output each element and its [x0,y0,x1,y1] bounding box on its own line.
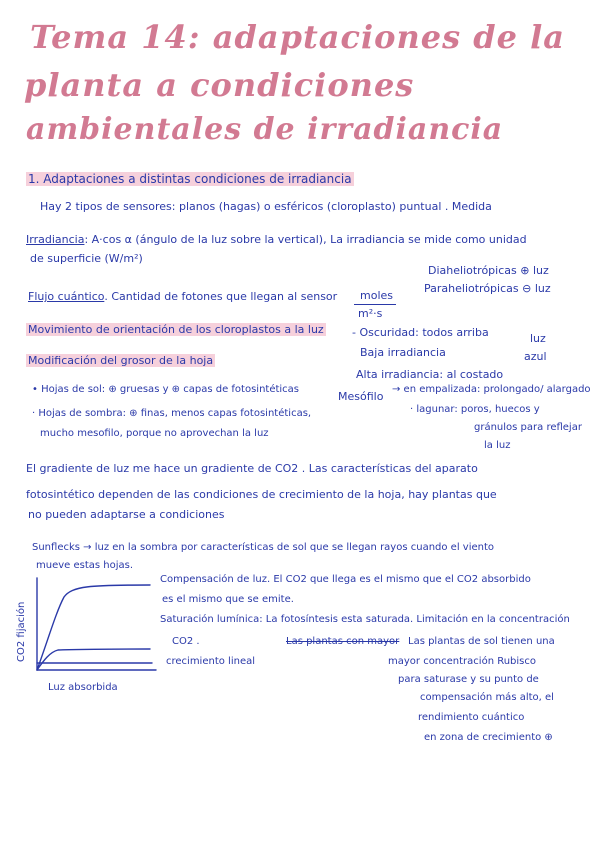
plantas-sol: Las plantas de sol tienen una [408,636,555,647]
paraheliotropicas: Paraheliotrópicas ⊖ luz [424,282,551,295]
mayor-5: en zona de crecimiento ⊕ [424,732,553,743]
irradiancia-term: Irradiancia [26,233,85,246]
flujo-unit-num: moles [360,289,393,302]
lagunar: · lagunar: poros, huecos y [410,404,540,415]
gradiente-1: El gradiente de luz me hace un gradiente de CO2 . Las características del aparato [26,462,478,475]
tachado: Las plantas con mayor [286,636,400,647]
sensors-line: Hay 2 tipos de sensores: planos (hagas) o esféricos (cloroplasto) puntual . Medida [40,200,492,213]
lagunar-2: gránulos para reflejar [474,422,582,433]
title-line-2: planta a condiciones [24,66,415,104]
gradiente-3: no pueden adaptarse a condiciones [28,508,225,521]
title-line-1: Tema 14: adaptaciones de la [30,18,565,56]
sunflecks-1: Sunflecks → luz en la sombra por características de sol que se llegan rayos cuando el viento [32,542,495,553]
mayor-2: para saturase y su punto de [398,674,539,685]
mesofilo: Mesófilo [338,390,384,403]
luz-label: luz [530,332,546,345]
sun-plant-curve [37,585,150,670]
graph-y-label: CO2 fijación [16,601,27,662]
saturacion-1: Saturación lumínica: La fotosíntesis esta saturada. Limitación en la concentración [160,614,570,625]
irradiancia-def: : A·cos α (ángulo de la luz sobre la vertical), La irradiancia se mide como unidad [84,233,527,246]
section-heading-text: 1. Adaptaciones a distintas condiciones de irradiancia [28,172,352,186]
mayor-4: rendimiento cuántico [418,712,525,723]
title-line-3: ambientales de irradiancia [26,112,504,147]
shade-plant-curve [37,649,150,670]
mucho-mesofilo: mucho mesofilo, porque no aprovechan la luz [40,428,269,439]
alta-irradiancia: Alta irradiancia: al costado [356,368,504,381]
compensacion-1: Compensación de luz. El CO2 que llega es el mismo que el CO2 absorbido [160,574,531,585]
flujo-term: Flujo cuántico [28,290,105,303]
flujo-def: . Cantidad de fotones que llegan al sensor [104,290,338,303]
gradiente-2: fotosintético dependen de las condiciones de crecimiento de la hoja, hay plantas que [26,488,497,501]
hojas-sol: • Hojas de sol: ⊕ gruesas y ⊕ capas de fotosintéticas [32,384,300,395]
grosor-heading-text: Modificación del grosor de la hoja [28,354,214,367]
azul-label: azul [524,350,547,363]
graph-x-label: Luz absorbida [48,682,118,693]
irradiancia-unit: de superficie (W/m²) [30,252,143,265]
lagunar-3: la luz [484,440,511,451]
movimiento-text: Movimiento de orientación de los cloroplastos a la luz [28,323,324,336]
mayor-1: mayor concentración Rubisco [388,656,536,667]
hojas-sombra: · Hojas de sombra: ⊕ finas, menos capas fotosintéticas, [32,408,312,419]
empalizada: → en empalizada: prolongado/ alargado [392,384,591,395]
crecimiento-lineal: crecimiento lineal [166,656,255,667]
diaheliotropicas: Diaheliotrópicas ⊕ luz [428,264,549,277]
compensacion-2: es el mismo que se emite. [162,594,294,605]
saturacion-2: CO2 . [172,636,200,647]
oscuridad: - Oscuridad: todos arriba [352,326,489,339]
sunflecks-2: mueve estas hojas. [36,560,134,571]
mayor-3: compensación más alto, el [420,692,554,703]
flujo-unit-den: m²·s [358,307,383,320]
baja-irradiancia: Baja irradiancia [360,346,446,359]
